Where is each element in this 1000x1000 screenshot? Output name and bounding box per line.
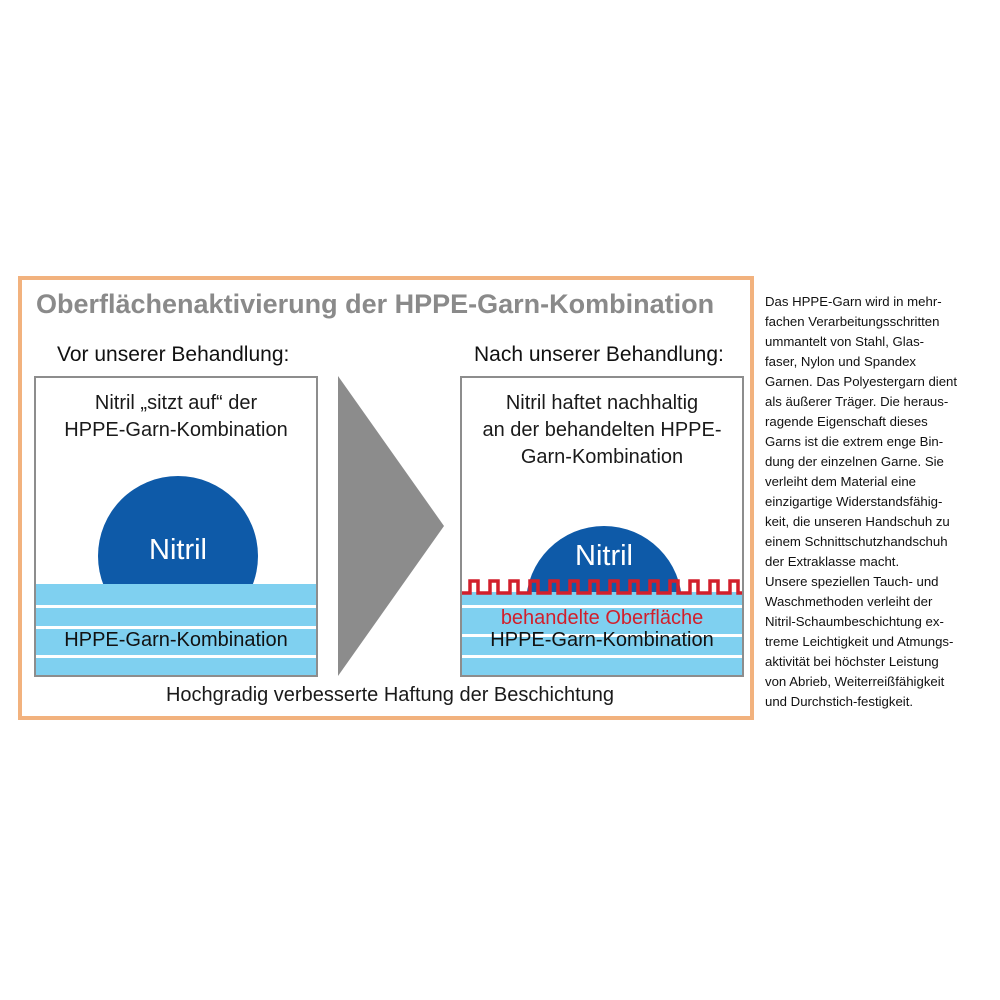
side-line: und Durchstich-festigkeit.: [765, 694, 914, 709]
side-line: ummantelt von Stahl, Glas-: [765, 334, 925, 349]
after-text-line1: Nitril haftet nachhaltig: [505, 392, 699, 414]
before-heading: Vor unserer Behandlung:: [57, 343, 290, 366]
side-line: keit, die unseren Handschuh zu: [765, 514, 950, 529]
side-line: faser, Nylon und Spandex: [765, 354, 917, 369]
side-line: einem Schnittschutzhandschuh: [765, 534, 948, 549]
side-line: Das HPPE-Garn wird in mehr-: [765, 294, 942, 309]
before-panel: [34, 376, 318, 677]
treated-surface-line: [462, 574, 744, 598]
layer-divider: [36, 655, 316, 658]
diagram-title: Oberflächenaktivierung der HPPE-Garn-Kombination: [36, 289, 715, 319]
arrow-shape: [338, 376, 444, 676]
side-line: Garnen. Das Polyestergarn dient: [765, 374, 958, 389]
side-line: von Abrieb, Weiterreißfähigkeit: [765, 674, 945, 689]
side-line: einzigartige Widerstandsfähig-: [765, 494, 943, 509]
arrow-right-icon: [338, 376, 446, 676]
hppe-label-before: HPPE-Garn-Kombination: [64, 629, 288, 651]
side-line: dung der einzelnen Garne. Sie: [765, 454, 944, 469]
before-text-line2: HPPE-Garn-Kombination: [64, 419, 288, 441]
after-text-line3: Garn-Kombination: [520, 446, 684, 468]
side-line: ragende Eigenschaft dieses: [765, 414, 928, 429]
after-heading: Nach unserer Behandlung:: [474, 343, 724, 366]
side-line: fachen Verarbeitungsschritten: [765, 314, 940, 329]
side-line: Garns ist die extrem enge Bin-: [765, 434, 944, 449]
treated-surface-label: behandelte Oberfläche: [500, 607, 704, 629]
side-line: Nitril-Schaumbeschichtung ex-: [765, 614, 944, 629]
after-panel: [460, 376, 744, 677]
side-line: der Extraklasse macht.: [765, 554, 900, 569]
nitril-label-before: Nitril: [149, 534, 207, 566]
side-line: Unsere speziellen Tauch- und: [765, 574, 939, 589]
diagram-caption: Hochgradig verbesserte Haftung der Beschichtung: [165, 684, 615, 706]
after-text-line2: an der behandelten HPPE-: [482, 419, 722, 441]
side-line: Waschmethoden verleiht der: [765, 594, 933, 609]
side-line: als äußerer Träger. Die heraus-: [765, 394, 949, 409]
nitril-label-after: Nitril: [575, 540, 633, 572]
side-line: treme Leichtigkeit und Atmungs-: [765, 634, 954, 649]
side-line: aktivität bei höchster Leistung: [765, 654, 939, 669]
hppe-label-after: HPPE-Garn-Kombination: [490, 629, 714, 651]
side-line: verleiht dem Material eine: [765, 474, 916, 489]
layer-divider: [462, 655, 742, 658]
treated-surface-zigzag: [462, 581, 744, 593]
before-text-line1: Nitril „sitzt auf“ der: [94, 392, 258, 414]
side-description: [765, 292, 987, 712]
layer-divider: [36, 605, 316, 608]
